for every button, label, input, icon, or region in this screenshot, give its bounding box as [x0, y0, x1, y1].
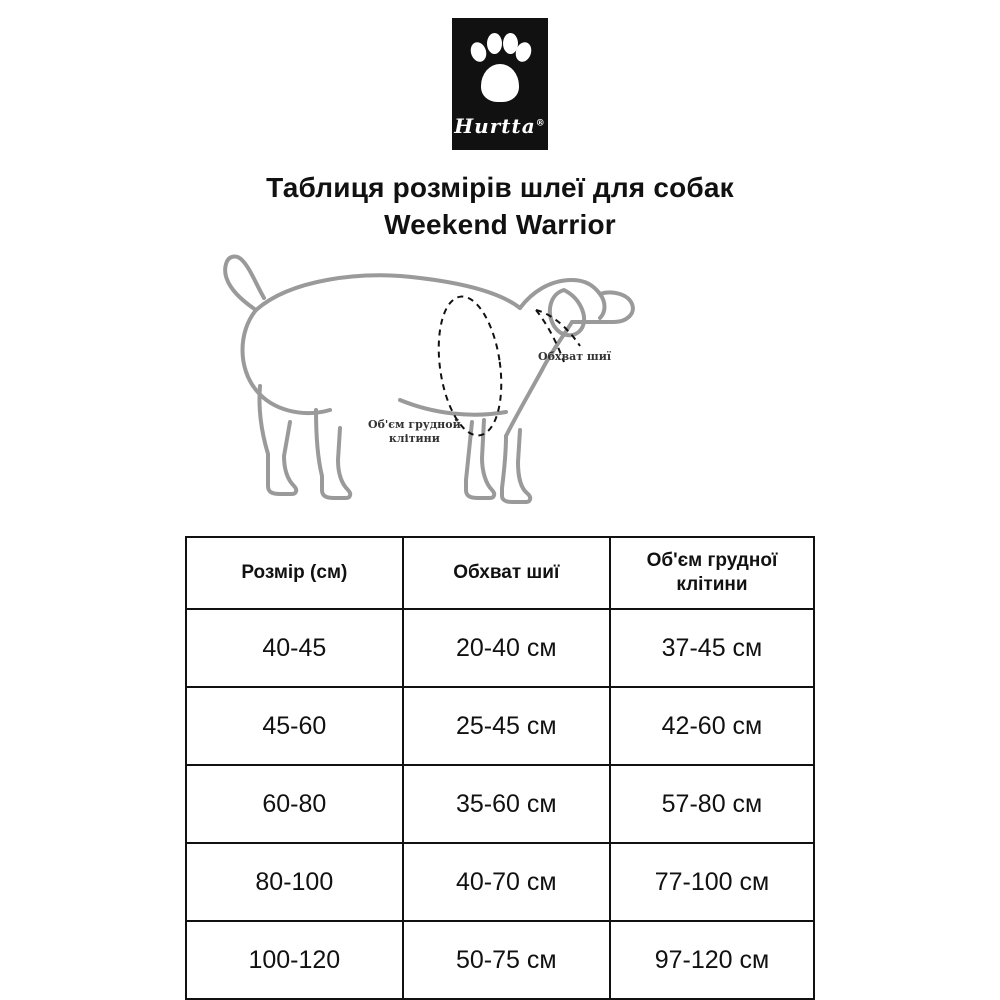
- cell-size: 45-60: [186, 687, 403, 765]
- paw-icon: [469, 32, 531, 108]
- cell-neck: 25-45 см: [403, 687, 610, 765]
- neck-measure-label: Обхват шиї: [538, 350, 612, 363]
- cell-chest: 42-60 см: [610, 687, 814, 765]
- table-row: [186, 765, 814, 843]
- cell-chest: 97-120 см: [610, 921, 814, 999]
- page-title-line-2: Weekend Warrior: [384, 209, 616, 241]
- chest-measure-label: [368, 418, 461, 446]
- cell-chest: 37-45 см: [610, 609, 814, 687]
- chest-measure-label-line-2: клітини: [388, 431, 440, 445]
- cell-chest: 57-80 см: [610, 765, 814, 843]
- size-table: [185, 536, 815, 1000]
- table-header-row: [186, 537, 814, 609]
- chest-measure-label-line-1: Об'єм грудной: [368, 418, 461, 431]
- brand-wordmark: [454, 114, 545, 138]
- cell-chest: 77-100 см: [610, 843, 814, 921]
- column-header-chest: Об'єм грудної клітини: [610, 537, 814, 609]
- dog-diagram: [220, 250, 780, 518]
- cell-neck: 50-75 см: [403, 921, 610, 999]
- dog-outline-icon: [220, 250, 780, 518]
- brand-logo: [452, 18, 548, 150]
- cell-size: 100-120: [186, 921, 403, 999]
- table-row: [186, 687, 814, 765]
- cell-neck: 35-60 см: [403, 765, 610, 843]
- cell-size: 80-100: [186, 843, 403, 921]
- cell-neck: 20-40 см: [403, 609, 610, 687]
- column-header-size: Розмір (см): [186, 537, 403, 609]
- column-header-neck: Обхват шиї: [403, 537, 610, 609]
- cell-size: 40-45: [186, 609, 403, 687]
- table-row: [186, 609, 814, 687]
- table-row: [186, 921, 814, 999]
- size-table-container: [185, 536, 815, 1000]
- trademark-symbol: ®: [535, 118, 546, 129]
- cell-size: 60-80: [186, 765, 403, 843]
- table-row: [186, 843, 814, 921]
- page-title: [266, 170, 734, 244]
- page-title-line-1: Таблиця розмірів шлеї для собак: [266, 172, 734, 204]
- brand-wordmark-text: Hurtta: [454, 114, 536, 138]
- cell-neck: 40-70 см: [403, 843, 610, 921]
